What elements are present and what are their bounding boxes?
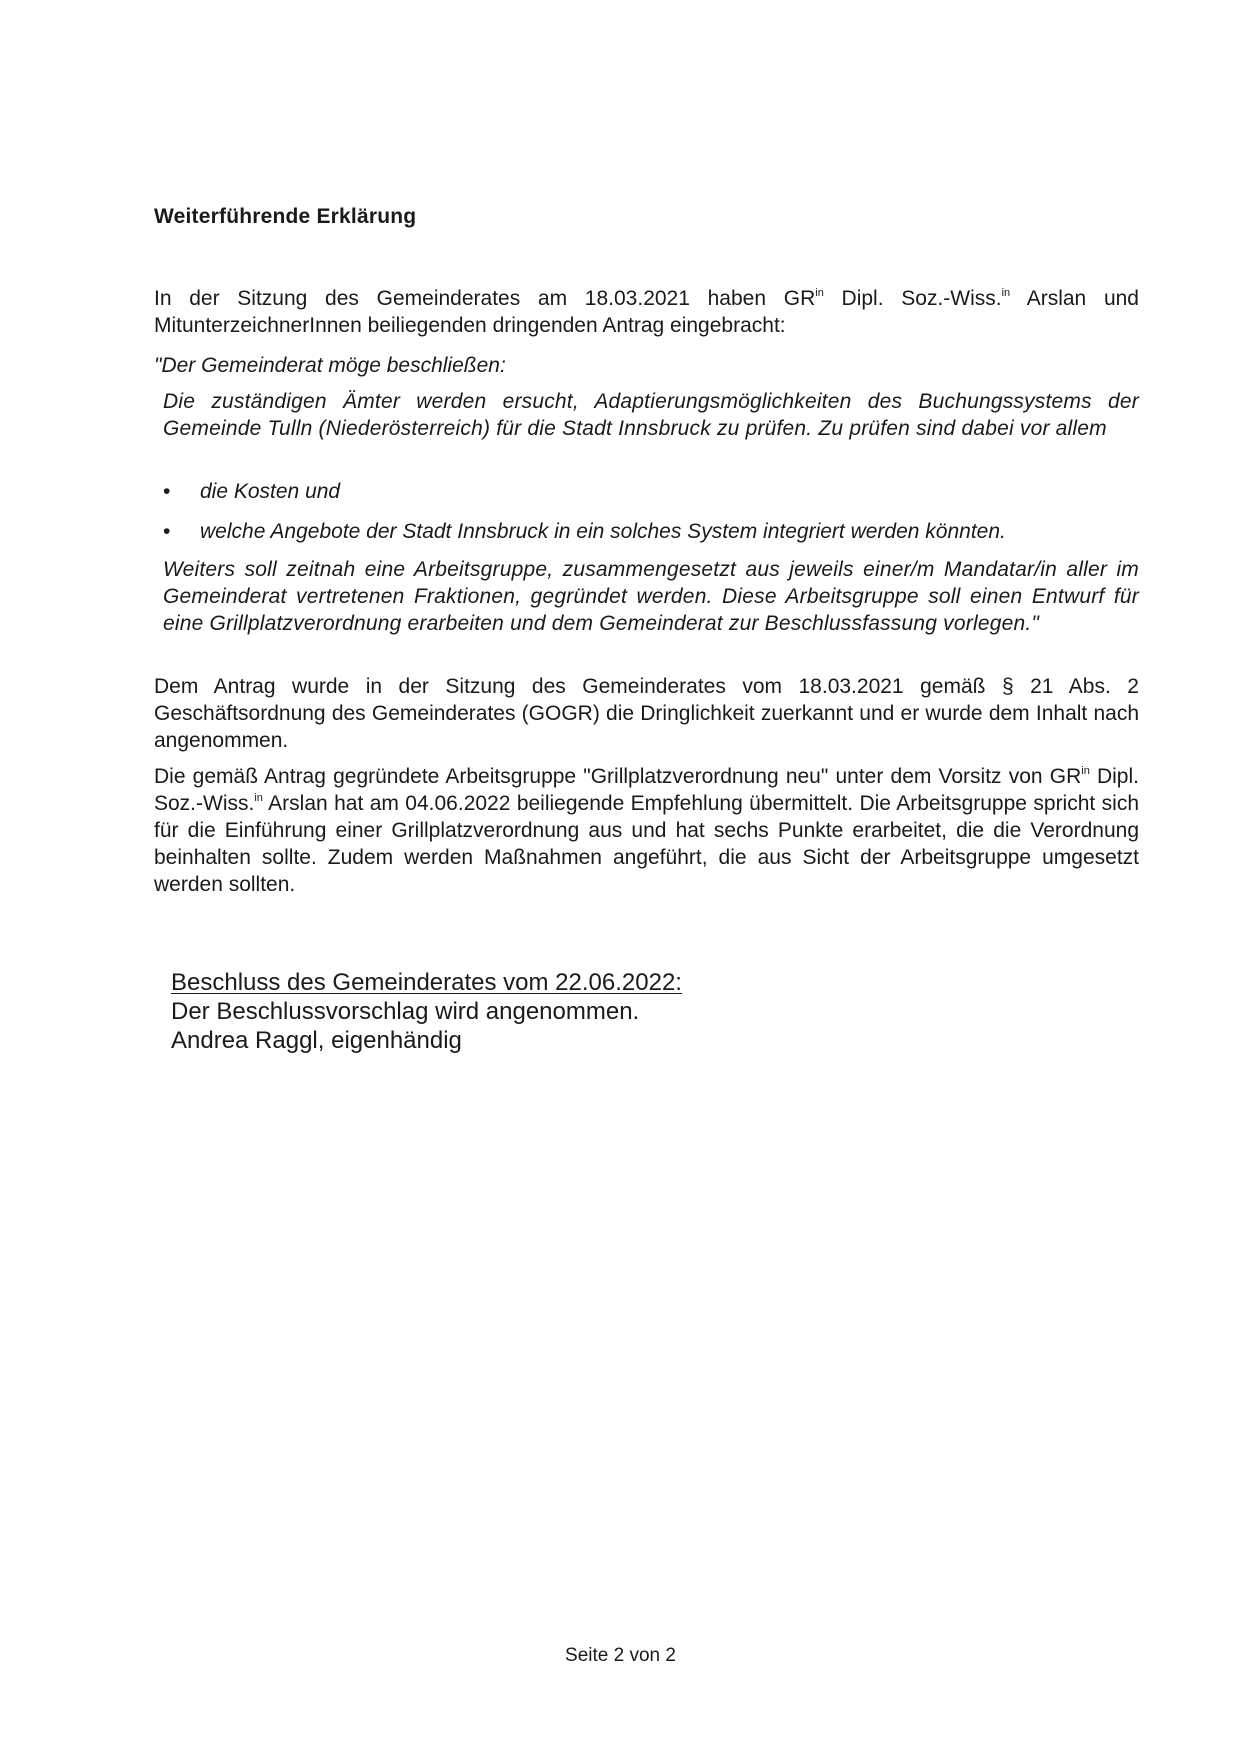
intro-sup-2: in: [1001, 287, 1011, 299]
bullet-icon: •: [163, 480, 171, 503]
section-heading: Weiterführende Erklärung: [154, 205, 417, 228]
paragraph-working-group: [154, 763, 1139, 898]
wg-text-2: Dipl. Soz.-Wiss.: [154, 765, 1139, 815]
quote-paragraph-2: Weiters soll zeitnah eine Arbeitsgruppe, zusammengesetzt aus jeweils einer/m Mandatar/in aller im Gemeinderat vertretenen Fraktionen, gegründet werden. Diese Arbeitsgruppe soll einen Entwurf für eine Grillplatzverordnung erarbeiten und dem Gemeinderat zur Beschlussfassung vorlegen.": [163, 558, 1139, 635]
resolution-title: Beschluss des Gemeinderates vom 22.06.2022:: [171, 969, 682, 996]
paragraph-urgency: Dem Antrag wurde in der Sitzung des Gemeinderates vom 18.03.2021 gemäß § 21 Abs. 2 Geschäftsordnung des Gemeinderates (GOGR) die Dringlichkeit zuerkannt und er wurde dem Inhalt nach angenommen.: [154, 675, 1139, 752]
resolution-line: Der Beschlussvorschlag wird angenommen.: [171, 998, 640, 1025]
list-item-text: die Kosten und: [200, 480, 341, 503]
quote-opening: "Der Gemeinderat möge beschließen:: [154, 354, 506, 377]
intro-text-2: Dipl. Soz.-Wiss.: [823, 287, 1002, 310]
bullet-icon: •: [163, 520, 171, 543]
wg-text-1: Die gemäß Antrag gegründete Arbeitsgruppe "Grillplatzverordnung neu" unter dem Vorsitz von GR: [154, 765, 1082, 788]
wg-sup-1: in: [1081, 765, 1090, 777]
intro-paragraph: [154, 285, 1139, 339]
wg-text-3: Arslan hat am 04.06.2022 beiliegende Empfehlung übermittelt. Die Arbeitsgruppe spricht sich für die Einführung einer Grillplatzverordnung aus und hat sechs Punkte erarbeitet, die die Verordnung beinhalten sollte. Zudem werden Maßnahmen angeführt, die aus Sicht der Arbeitsgruppe umgesetzt werden sollten.: [154, 792, 1139, 896]
resolution-block: [171, 968, 682, 1055]
wg-sup-2: in: [254, 792, 263, 804]
resolution-signature: Andrea Raggl, eigenhändig: [171, 1027, 462, 1054]
quote-paragraph-1: Die zuständigen Ämter werden ersucht, Adaptierungsmöglichkeiten des Buchungssystems der Gemeinde Tulln (Niederösterreich) für die Stadt Innsbruck zu prüfen. Zu prüfen sind dabei vor allem: [163, 390, 1139, 440]
list-item-text: welche Angebote der Stadt Innsbruck in ein solches System integriert werden könnten.: [200, 520, 1006, 543]
intro-sup-1: in: [815, 287, 824, 299]
intro-text-3: Arslan und MitunterzeichnerInnen beiliegenden dringenden Antrag eingebracht:: [154, 287, 1139, 337]
page-number: Seite 2 von 2: [565, 1645, 676, 1666]
intro-text-1: In der Sitzung des Gemeinderates am 18.03.2021 haben GR: [154, 287, 816, 310]
